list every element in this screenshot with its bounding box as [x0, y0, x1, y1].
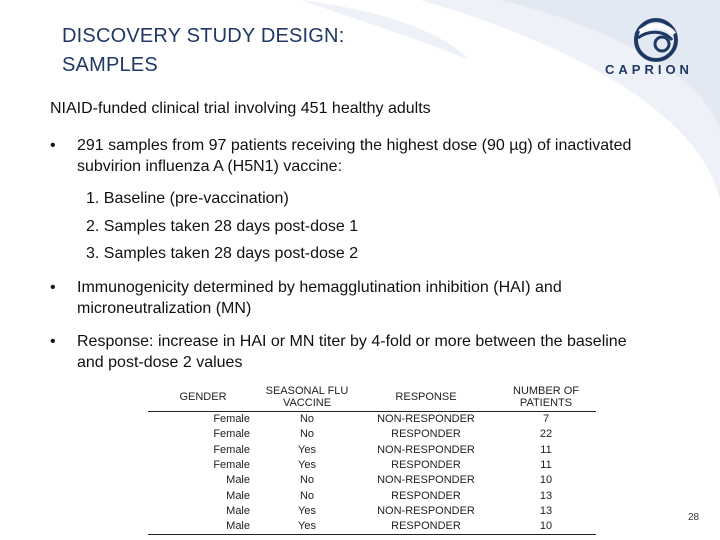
table-header-row [148, 383, 596, 412]
cell-patients: 11 [540, 459, 552, 472]
numbered-item: 2. Samples taken 28 days post-dose 1 [86, 218, 359, 235]
bullet-text: Immunogenicity determined by hemagglutination inhibition (HAI) and microneutralization (MN) [77, 279, 562, 317]
table-row [148, 488, 596, 503]
cell-response: NON-RESPONDER [377, 504, 475, 517]
cell-vaccine: No [299, 413, 315, 426]
cell-patients: 7 [542, 413, 550, 426]
cell-gender: Male [148, 519, 258, 535]
cell-vaccine: No [299, 428, 315, 441]
cell-gender: Female [213, 428, 250, 441]
cell-response: RESPONDER [391, 459, 461, 472]
numbered-item: 1. Baseline (pre-vaccination) [86, 190, 289, 207]
cell-patients: 10 [496, 519, 596, 535]
cell-response: RESPONDER [391, 489, 461, 502]
bullet-text: 291 samples from 97 patients receiving the highest dose (90 µg) of inactivated subvirion influenza A (H5N1) vaccine: [77, 137, 632, 175]
table-row [148, 427, 596, 442]
bullet-text: Response: increase in HAI or MN titer by 4-fold or more between the baseline and post-dose 2 values [77, 333, 627, 371]
cell-patients: 10 [539, 474, 553, 487]
cell-vaccine: Yes [298, 504, 316, 517]
header-number-of-patients: NUMBER OF PATIENTS [496, 383, 596, 412]
cell-vaccine: Yes [298, 443, 316, 456]
bullet-dot: • [50, 333, 56, 350]
bullet-dot: • [50, 137, 56, 154]
title-line-1: DISCOVERY STUDY DESIGN: [62, 25, 345, 47]
table-row [148, 473, 596, 488]
table-row [148, 519, 596, 535]
cell-response: NON-RESPONDER [377, 413, 475, 426]
cell-patients: 13 [539, 504, 553, 517]
table-row [148, 443, 596, 458]
table-row [148, 458, 596, 473]
header-gender: GENDER [148, 383, 258, 412]
header-seasonal-flu-vaccine: SEASONAL FLU VACCINE [258, 383, 356, 412]
cell-response: NON-RESPONDER [377, 474, 475, 487]
cell-gender: Female [213, 413, 250, 426]
numbered-item: 3. Samples taken 28 days post-dose 2 [86, 245, 359, 262]
title-line-2: SAMPLES [62, 54, 158, 76]
cell-gender: Male [226, 504, 250, 517]
cell-gender: Female [213, 443, 250, 456]
intro-text: NIAID-funded clinical trial involving 451 healthy adults [50, 100, 431, 117]
cell-vaccine: Yes [258, 519, 356, 535]
cell-response: NON-RESPONDER [377, 443, 475, 456]
cell-patients: 11 [540, 443, 552, 456]
patient-table [148, 383, 596, 535]
bullet-dot: • [50, 279, 56, 296]
cell-response: RESPONDER [356, 519, 496, 535]
cell-gender: Male [226, 489, 250, 502]
cell-vaccine: No [299, 474, 315, 487]
cell-gender: Female [213, 459, 250, 472]
table-row [148, 504, 596, 519]
cell-vaccine: Yes [298, 459, 316, 472]
page-number: 28 [688, 512, 700, 523]
slide-title [62, 22, 482, 80]
header-response: RESPONSE [356, 383, 496, 412]
cell-patients: 13 [539, 489, 553, 502]
cell-patients: 22 [539, 428, 553, 441]
table-row [148, 412, 596, 428]
cell-response: RESPONDER [391, 428, 461, 441]
cell-vaccine: No [299, 489, 315, 502]
logo-text: CAPRION [605, 62, 693, 77]
cell-gender: Male [226, 474, 250, 487]
